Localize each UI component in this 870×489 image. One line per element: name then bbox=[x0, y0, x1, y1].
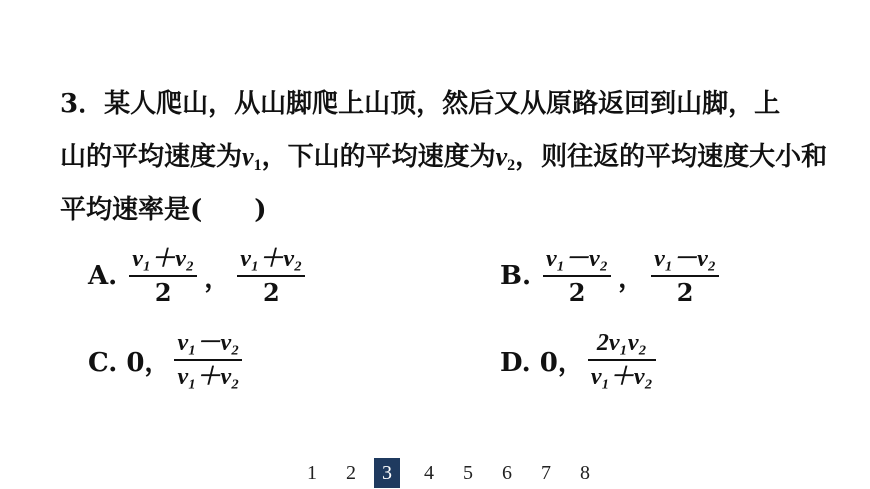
page-link[interactable]: 8 bbox=[580, 461, 590, 484]
fraction: $\frac{\text{v₁＋v₂}}{2}$ bbox=[129, 243, 197, 309]
option-b-label: B. bbox=[500, 261, 532, 291]
option-d[interactable] bbox=[500, 327, 660, 393]
option-a[interactable]: A. $\frac{\text{v₁＋v₂}}{2}$ ， $\frac{\text{v₁＋v₂}}{2}$ bbox=[88, 243, 309, 309]
fraction: $\frac{\text{v₁－v₂}}{2}$ bbox=[651, 243, 719, 309]
page-link[interactable]: 5 bbox=[463, 461, 473, 484]
page-link[interactable]: 6 bbox=[502, 461, 512, 484]
fraction: $\frac{\text{v₁－v₂}}{2}$ bbox=[543, 243, 611, 309]
fraction: $\frac{\text{v₁＋v₂}}{2}$ bbox=[237, 243, 305, 309]
question-text: ，则往返的平均速度大小和 bbox=[515, 142, 828, 172]
fraction: $\frac{\text{v₁－v₂}}{\text{v₁＋v₂}}$ bbox=[174, 327, 242, 393]
question-text: ，下山的平均速度为 bbox=[261, 142, 496, 172]
option-a-label: A. bbox=[88, 261, 118, 291]
pagination bbox=[296, 458, 608, 488]
question-text: 山的平均速度为 bbox=[60, 142, 243, 172]
page-link-current[interactable]: 3 bbox=[374, 458, 400, 488]
fraction: $\frac{\text{2v₁v₂}}{\text{v₁＋v₂}}$ bbox=[588, 327, 656, 393]
option-c-label: C. 0， bbox=[88, 347, 171, 378]
page-link[interactable]: 7 bbox=[541, 461, 551, 484]
v1-symbol: $v_1$ bbox=[242, 142, 262, 174]
page-link[interactable]: 2 bbox=[346, 461, 356, 484]
option-b[interactable]: B. $\frac{\text{v₁－v₂}}{2}$ ， $\frac{\text{v₁－v₂}}{2}$ bbox=[500, 243, 723, 309]
option-d-label: D. 0， bbox=[500, 347, 584, 378]
question-line-1: 3．某人爬山，从山脚爬上山顶，然后又从原路返回到山脚，上 bbox=[60, 89, 781, 119]
page-link[interactable]: 1 bbox=[307, 461, 317, 484]
question-line-2 bbox=[60, 136, 827, 175]
v2-symbol: $v_2$ bbox=[495, 142, 516, 174]
question-line-3: 平均速率是( ) bbox=[60, 195, 267, 225]
page-link[interactable]: 4 bbox=[424, 461, 434, 484]
option-c[interactable] bbox=[88, 327, 246, 393]
